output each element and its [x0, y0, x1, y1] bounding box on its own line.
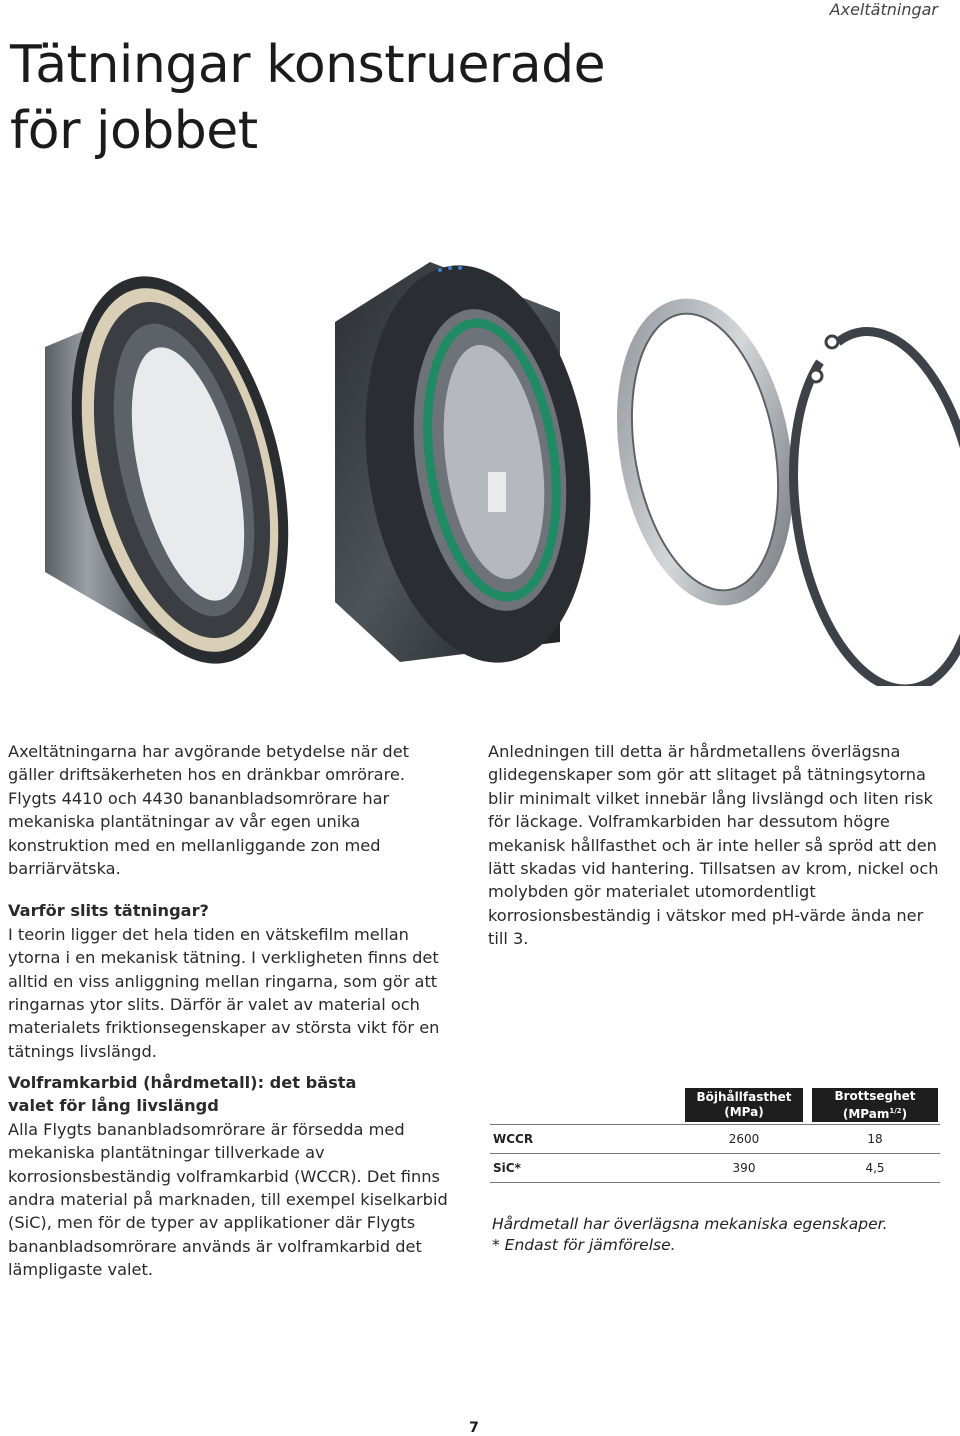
- subheading-why-wear: Varför slits tätningar?: [8, 901, 209, 921]
- table-row: [490, 1124, 940, 1154]
- seal-ring: [602, 293, 807, 612]
- left-column: [8, 740, 454, 1063]
- seal-housing-center: [335, 251, 615, 678]
- caption-line-1: Hårdmetall har överlägsna mekaniska egenskaper.: [492, 1215, 888, 1233]
- page-number: 7: [469, 1420, 479, 1436]
- cell-material: SiC*: [493, 1161, 521, 1175]
- table-row: [490, 1154, 940, 1183]
- material-properties-table: [490, 1088, 940, 1183]
- section-paragraph: Alla Flygts bananbladsomrörare är försedda med mekaniska plantätningar tillverkade av korrosionsbeständig volframkarbid (WCCR). Det finns andra material på marknaden, till exempel kiselkarbid (SiC), men för de typer av applikationer där Flygts bananbladsomrörare används är volframkarbid det lämpligaste valet.: [8, 1119, 448, 1280]
- column-header-bending-strength: Böjhållfasthet (MPa): [685, 1088, 803, 1122]
- intro-paragraph: Axeltätningarna har avgörande betydelse när det gäller driftsäkerheten hos en dränkbar omrörare. Flygts 4410 och 4430 bananbladsomrörare har mekaniska plantätningar av vår egen unika konstruktion med en mellanliggande zon med barriärvätska.: [8, 742, 409, 879]
- page-title-line-1: Tätningar konstruerade: [10, 35, 606, 95]
- section-heading: [8, 1071, 458, 1118]
- table-header: [490, 1088, 940, 1122]
- cell-toughness: 18: [867, 1132, 883, 1146]
- retaining-circlip: [794, 332, 960, 686]
- wear-paragraph: I teorin ligger det hela tiden en vätskefilm mellan ytorna i en mekanisk tätning. I verkligheten finns det alltid en viss anliggning mellan ringarna, som gör att ringarnas ytor slits. Därför är valet av material och materialets friktionsegenskaper av största vikt för en tätnings livslängd.: [8, 924, 440, 1061]
- page-title: [10, 32, 770, 164]
- table-caption: [492, 1214, 942, 1256]
- cell-material: WCCR: [493, 1132, 534, 1146]
- cell-strength: 2600: [728, 1132, 760, 1146]
- cell-toughness: 4,5: [865, 1161, 885, 1175]
- cell-strength: 390: [732, 1161, 756, 1175]
- caption-line-2: * Endast för jämförelse.: [492, 1236, 676, 1254]
- tungsten-carbide-section: [8, 1071, 458, 1282]
- section-tag: Axeltätningar: [829, 0, 938, 19]
- seal-housing-left: [35, 254, 325, 686]
- right-column: [488, 740, 948, 951]
- seal-components-photo: [0, 242, 960, 686]
- right-paragraph: Anledningen till detta är hårdmetallens överlägsna glidegenskaper som gör att slitaget på tätningsytorna blir minimalt vilket innebär lång livslängd och liten risk för läckage. Volframkarbiden har dessutom högre mekanisk hållfasthet och är inte heller så spröd att den lätt skadas vid hantering. Tillsatsen av krom, nickel och molybden gör materialet utomordentligt korrosionsbeständig i vätskor med pH-värde ända ner till 3.: [488, 742, 939, 949]
- section-heading-line-1: Volframkarbid (hårdmetall): det bästa: [8, 1073, 357, 1092]
- section-heading-line-2: valet för lång livslängd: [8, 1096, 219, 1116]
- page-title-line-2: för jobbet: [10, 101, 258, 161]
- column-header-fracture-toughness: Brottseghet (MPam$^{1/2}$): [812, 1088, 938, 1122]
